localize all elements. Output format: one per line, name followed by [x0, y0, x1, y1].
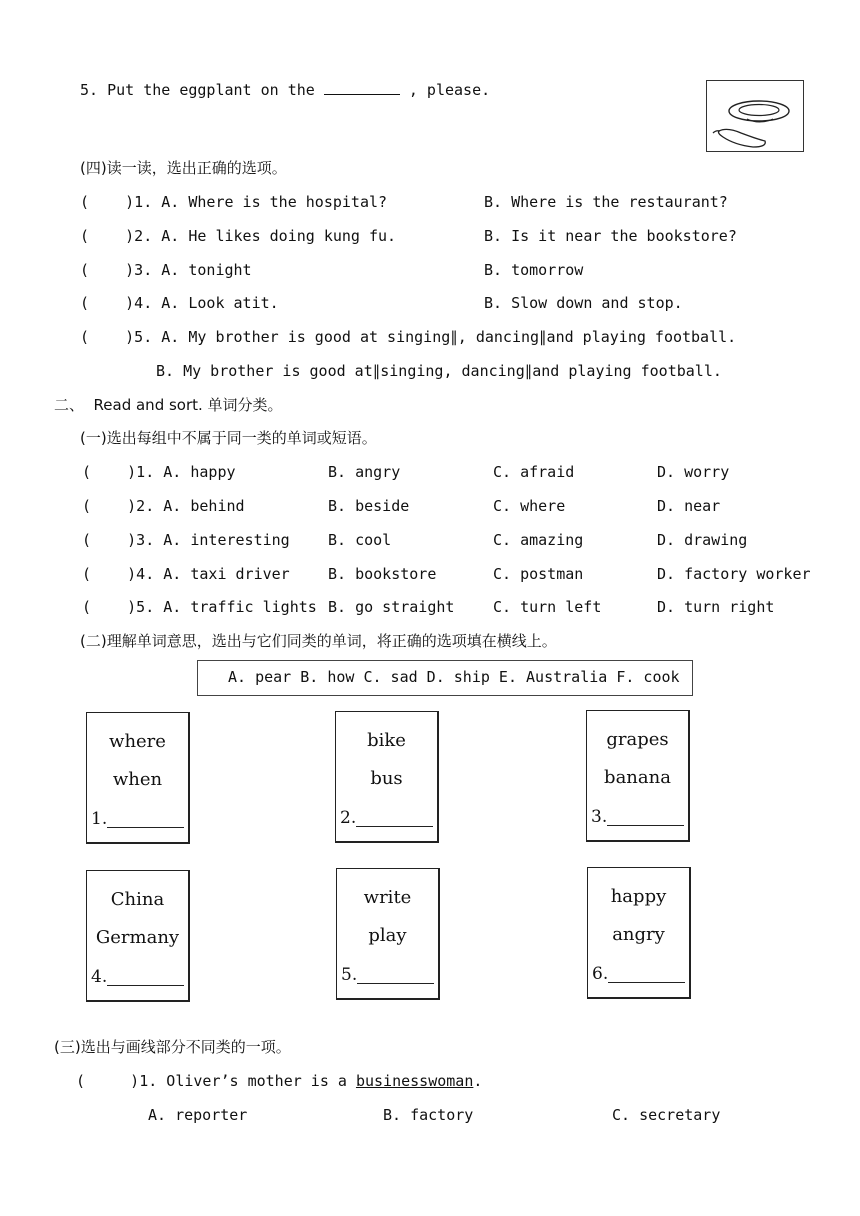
card-number: 4. — [91, 967, 108, 987]
section-4-heading: (四)读一读，选出正确的选项。 — [80, 159, 287, 177]
card-answer-line[interactable] — [356, 826, 433, 827]
p2-row-5-a: ( )5. A. traffic lights — [82, 598, 317, 616]
question-text-end: , please. — [399, 81, 491, 99]
question-5 — [80, 80, 490, 100]
p2-row-5-c: C. turn left — [493, 598, 602, 616]
plate-eggplant-icon — [707, 81, 802, 150]
p2-row-1-b: B. angry — [328, 463, 401, 481]
question-text: 5. Put the eggplant on the — [80, 81, 324, 99]
card-word-1: bike — [367, 730, 406, 751]
card-answer-line[interactable] — [608, 982, 685, 983]
p2-row-3-c: C. amazing — [493, 531, 584, 549]
s4-item-2-a: ( )2. A. He likes doing kung fu. — [80, 227, 397, 245]
card-number: 6. — [592, 964, 609, 984]
word-card-4 — [86, 870, 190, 1002]
card-word-1: where — [109, 731, 166, 752]
card-number: 1. — [91, 809, 108, 829]
question-suffix: . — [473, 1072, 483, 1090]
s4-item-4-b: B. Slow down and stop. — [484, 294, 683, 312]
card-word-2: play — [368, 925, 407, 946]
s4-item-2-b: B. Is it near the bookstore? — [484, 227, 737, 245]
card-word-2: when — [112, 769, 163, 790]
card-answer-line[interactable] — [357, 983, 434, 984]
p2-row-1-c: C. afraid — [493, 463, 575, 481]
word-card-6 — [587, 867, 691, 999]
p3-option-a: A. reporter — [148, 1106, 248, 1124]
part-2-sub2: (二)理解单词意思，选出与它们同类的单词，将正确的选项填在横线上。 — [80, 632, 557, 650]
word-bank-box — [197, 660, 693, 696]
p2-row-4-a: ( )4. A. taxi driver — [82, 565, 290, 583]
part-2-sub1: (一)选出每组中不属于同一类的单词或短语。 — [80, 429, 377, 447]
card-number: 3. — [591, 807, 608, 827]
card-answer-line[interactable] — [607, 825, 684, 826]
card-number: 2. — [340, 808, 357, 828]
p3-option-c: C. secretary — [612, 1106, 721, 1124]
card-word-2: Germany — [95, 927, 180, 948]
card-number: 5. — [341, 965, 358, 985]
p2-row-3-b: B. cool — [328, 531, 392, 549]
word-card-5 — [336, 868, 440, 1000]
p2-row-4-c: C. postman — [493, 565, 584, 583]
card-answer-line[interactable] — [107, 827, 184, 828]
s4-item-3-a: ( )3. A. tonight — [80, 261, 252, 279]
card-word-2: angry — [612, 924, 665, 945]
s4-item-1-b: B. Where is the restaurant? — [484, 193, 728, 211]
plate-eggplant-picture — [706, 80, 804, 152]
p2-row-2-b: B. beside — [328, 497, 410, 515]
s4-item-1-a: ( )1. A. Where is the hospital? — [80, 193, 388, 211]
underlined-word: businesswoman — [355, 1072, 474, 1090]
p2-row-4-d: D. factory worker — [657, 565, 811, 583]
card-word-1: happy — [610, 886, 667, 907]
word-card-2 — [335, 711, 439, 843]
s4-item-3-b: B. tomorrow — [484, 261, 584, 279]
question-prefix: ( )1. Oliver’s mother is a — [76, 1072, 356, 1090]
p2-row-1-d: D. worry — [657, 463, 730, 481]
s4-item-4-a: ( )4. A. Look atit. — [80, 294, 279, 312]
p3-option-b: B. factory — [383, 1106, 474, 1124]
p2-row-1-a: ( )1. A. happy — [82, 463, 236, 481]
part-2-sub3: (三)选出与画线部分不同类的一项。 — [54, 1038, 291, 1056]
p2-row-5-b: B. go straight — [328, 598, 455, 616]
p2-row-4-b: B. bookstore — [328, 565, 437, 583]
p2-row-5-d: D. turn right — [657, 598, 775, 616]
p2-row-3-d: D. drawing — [657, 531, 748, 549]
card-word-1: grapes — [606, 729, 669, 750]
card-word-1: write — [363, 887, 412, 908]
word-card-1 — [86, 712, 190, 844]
part-2-heading: 二、 Read and sort. 单词分类。 — [54, 396, 283, 414]
card-answer-line[interactable] — [107, 985, 184, 986]
answer-blank[interactable] — [324, 80, 400, 95]
card-word-1: China — [110, 889, 165, 910]
s4-item-5-a: ( )5. A. My brother is good at singing∥, dancing∥and playing football. — [80, 328, 737, 346]
p3-question-1 — [76, 1071, 482, 1091]
p2-row-2-d: D. near — [657, 497, 721, 515]
p2-row-2-c: C. where — [493, 497, 566, 515]
card-word-2: bus — [370, 768, 403, 789]
p2-row-2-a: ( )2. A. behind — [82, 497, 245, 515]
word-card-3 — [586, 710, 690, 842]
word-bank-text: A. pear B. how C. sad D. ship E. Australia F. cook — [228, 668, 680, 686]
p2-row-3-a: ( )3. A. interesting — [82, 531, 290, 549]
s4-item-5-b: B. My brother is good at∥singing, dancing∥and playing football. — [156, 362, 722, 380]
card-word-2: banana — [604, 767, 671, 788]
